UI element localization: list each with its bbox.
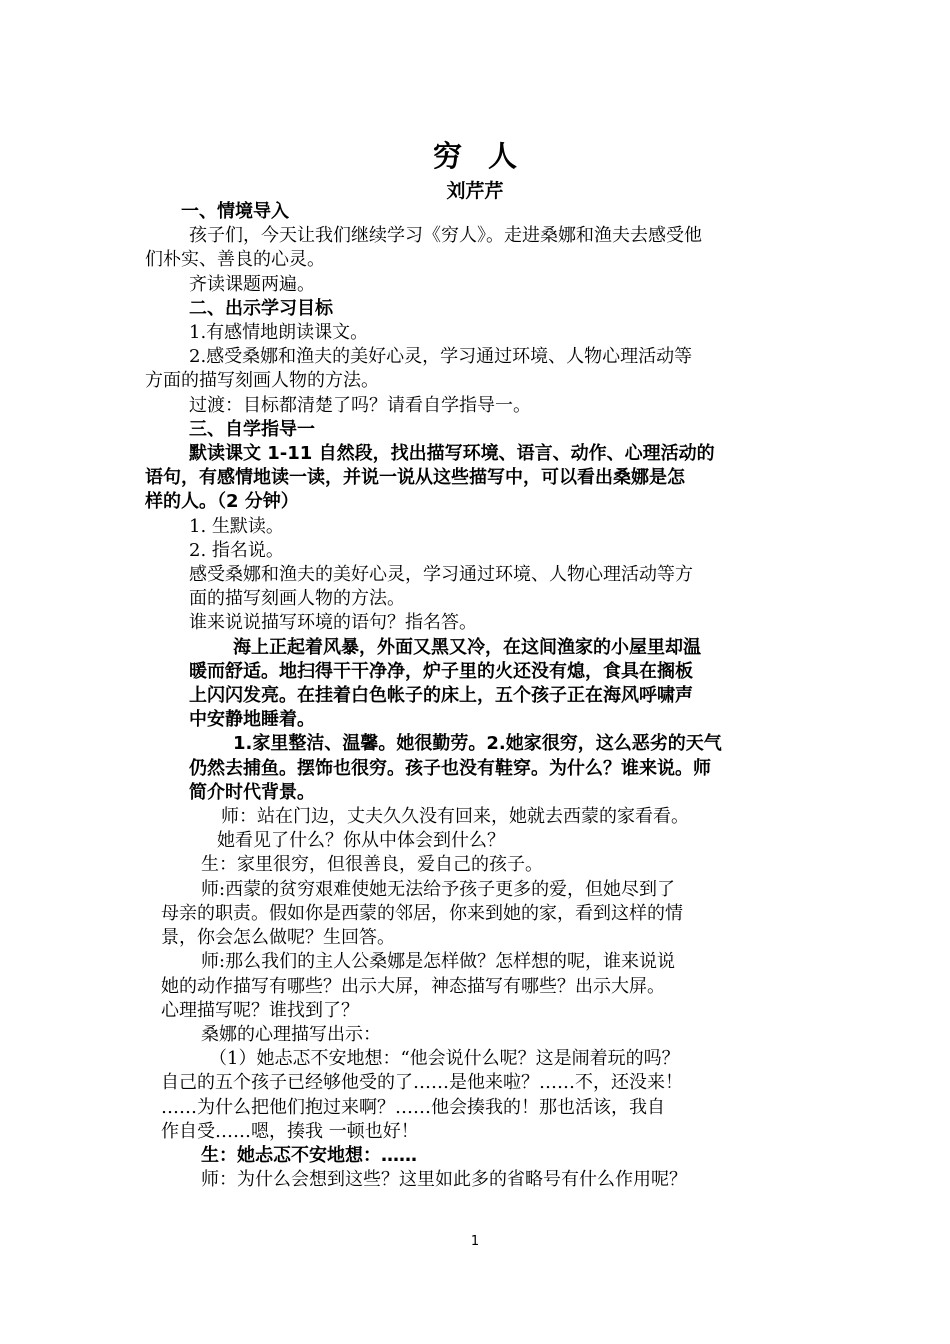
text-line: 心理描写呢？谁找到了？ xyxy=(161,999,359,1021)
text-line: 过渡：目标都清楚了吗？请看自学指导一。 xyxy=(189,394,531,416)
text-line: 样的人。（2 分钟） xyxy=(145,491,299,513)
text-line: 自己的五个孩子已经够他受的了……是他来啦？……不，还没来！ xyxy=(161,1072,683,1094)
text-line: 中安静地睡着。 xyxy=(189,709,315,731)
text-line: 师：为什么会想到这些？这里如此多的省略号有什么作用呢？ xyxy=(201,1169,687,1191)
text-line: 们朴实、善良的心灵。 xyxy=(145,249,325,271)
text-line: 作自受……嗯，揍我 一顿也好！ xyxy=(161,1120,419,1142)
text-line: 师:西蒙的贫穷艰难使她无法给予孩子更多的爱，但她尽到了 xyxy=(201,878,676,900)
text-line: 师:那么我们的主人公桑娜是怎样做？怎样想的呢，谁来说说 xyxy=(201,951,676,973)
document-title: 穷人 xyxy=(432,139,543,173)
text-line: 师：站在门边，丈夫久久没有回来，她就去西蒙的家看看。 xyxy=(221,806,689,828)
text-line: 她看见了什么？你从中体会到什么？ xyxy=(217,830,505,852)
text-line: 1. 生默读。 xyxy=(189,515,284,537)
text-line: （1）她忐忑不安地想：“他会说什么呢？这是闹着玩的吗？ xyxy=(209,1048,680,1070)
text-line: 默读课文 1-11 自然段，找出描写环境、语言、动作、心理活动的 xyxy=(189,443,715,465)
text-line: 桑娜的心理描写出示： xyxy=(201,1023,381,1045)
text-line: 面的描写刻画人物的方法。 xyxy=(189,588,405,610)
page-number: 1 xyxy=(470,1234,480,1249)
text-line: 仍然去捕鱼。摆饰也很穷。孩子也没有鞋穿。为什么？谁来说。师 xyxy=(189,757,711,779)
text-line: 三、自学指导一 xyxy=(189,418,315,440)
text-line: 1.家里整洁、温馨。她很勤劳。2.她家很穷，这么恶劣的天气 xyxy=(233,733,722,755)
document-body xyxy=(145,200,810,1192)
text-line: 谁来说说描写环境的语句？指名答。 xyxy=(189,612,477,634)
text-line: 海上正起着风暴，外面又黑又冷，在这间渔家的小屋里却温 xyxy=(233,636,701,658)
text-line: 母亲的职责。假如你是西蒙的邻居，你来到她的家，看到这样的情 xyxy=(161,902,683,924)
text-line: 一、情境导入 xyxy=(181,201,289,222)
document-author: 刘芹芹 xyxy=(446,180,504,202)
text-line: 2.感受桑娜和渔夫的美好心灵，学习通过环境、人物心理活动等 xyxy=(189,346,693,368)
text-line: 生：她忐忑不安地想：…… xyxy=(201,1144,417,1166)
text-line: 孩子们，今天让我们继续学习《穷人》。走进桑娜和渔夫去感受他 xyxy=(189,225,702,247)
text-line: 简介时代背景。 xyxy=(189,781,315,803)
text-line: 她的动作描写有哪些？出示大屏，神态描写有哪些？出示大屏。 xyxy=(161,975,665,997)
text-line: 景，你会怎么做呢？生回答。 xyxy=(161,927,395,949)
text-line: 上闪闪发亮。在挂着白色帐子的床上，五个孩子正在海风呼啸声 xyxy=(189,685,693,707)
text-line: 感受桑娜和渔夫的美好心灵，学习通过环境、人物心理活动等方 xyxy=(189,564,693,586)
text-line: 生：家里很穷，但很善良，爱自己的孩子。 xyxy=(201,854,543,876)
text-line: 齐读课题两遍。 xyxy=(189,273,315,295)
text-line: 2. 指名说。 xyxy=(189,539,284,561)
text-line: ……为什么把他们抱过来啊？……他会揍我的！那也活该，我自 xyxy=(161,1096,665,1118)
text-line: 方面的描写刻画人物的方法。 xyxy=(145,370,379,392)
text-line: 二、出示学习目标 xyxy=(189,297,333,319)
text-line: 语句，有感情地读一读，并说一说从这些描写中，可以看出桑娜是怎 xyxy=(145,467,685,489)
text-line: 暖而舒适。地扫得干干净净，炉子里的火还没有熄，食具在搁板 xyxy=(189,660,693,682)
text-line: 1.有感情地朗读课文。 xyxy=(189,322,369,344)
